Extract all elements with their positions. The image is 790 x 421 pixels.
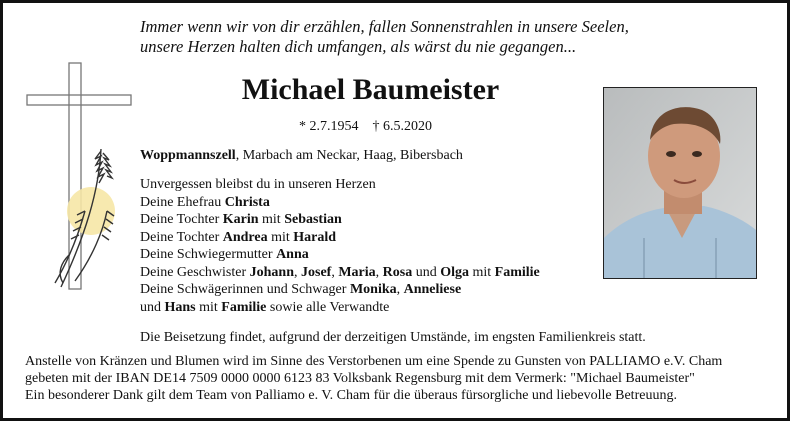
- poem: [140, 17, 629, 57]
- family-intro: Unvergessen bleibst du in unseren Herzen: [140, 177, 376, 192]
- family-line: Deine Tochter Andrea mit Harald: [140, 229, 337, 245]
- family-line: Deine Tochter Karin mit Sebastian: [140, 212, 342, 227]
- deceased-name: Michael Baumeister: [241, 73, 500, 106]
- poem-line-2: unsere Herzen halten dich umfangen, als wärst du nie gegangen...: [140, 37, 577, 56]
- donation-note: [25, 353, 722, 404]
- place-rest: , Marbach am Neckar, Haag, Bibersbach: [235, 148, 463, 163]
- donation-line-2: gebeten mit der IBAN DE14 7509 0000 0000 6123 83 Volksbank Regensburg mit dem Vermerk: "Michael Baumeister": [25, 371, 695, 386]
- donation-line-3: Ein besonderer Dank gilt dem Team von Palliamo e. V. Cham für die überaus fürsorgliche und liebevolle Betreuung.: [25, 388, 677, 403]
- donation-line-1: Anstelle von Kränzen und Blumen wird im Sinne des Verstorbenen um eine Spende zu Gunsten von PALLIAMO e.V. Cham: [25, 354, 723, 369]
- burial-note: Die Beisetzung findet, aufgrund der derzeitigen Umstände, im engsten Familienkreis statt.: [140, 330, 646, 345]
- place-main: Woppmannszell: [140, 148, 236, 163]
- family-list: [140, 176, 540, 316]
- places: [140, 148, 463, 164]
- family-line: Deine Schwägerinnen und Schwager Monika, Anneliese: [140, 282, 462, 297]
- life-dates: * 2.7.1954 † 6.5.2020: [299, 119, 432, 134]
- family-line: Deine Schwiegermutter Anna: [140, 247, 309, 262]
- portrait-photo: [603, 87, 757, 279]
- family-line: und Hans mit Familie sowie alle Verwandte: [140, 299, 390, 315]
- family-line: Deine Geschwister Johann, Josef, Maria, Rosa und Olga mit Familie: [140, 264, 540, 280]
- family-line: Deine Ehefrau Christa: [140, 194, 270, 210]
- poem-line-1: Immer wenn wir von dir erzählen, fallen Sonnenstrahlen in unsere Seelen,: [140, 17, 629, 36]
